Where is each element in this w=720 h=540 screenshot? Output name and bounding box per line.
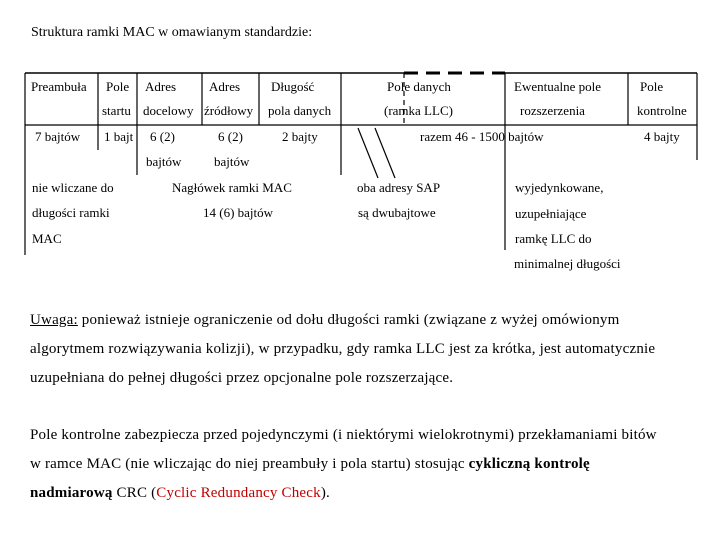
field-rozszerzenie-line2: rozszerzenia xyxy=(520,103,585,118)
paragraph-pole-kontrolne-line3 xyxy=(30,486,330,501)
pk-bold-term-2: nadmiarową xyxy=(30,485,113,501)
size-zrodlowy-line1: 6 (2) xyxy=(218,129,243,144)
sap-pointer-line-1 xyxy=(358,128,378,178)
uwaga-text-line1: ponieważ istnieje ograniczenie od dołu długości ramki (związane z wyżej omówionym xyxy=(77,312,620,328)
field-pole-startu-line2: startu xyxy=(102,103,131,118)
note-nie-wliczane-line1: nie wliczane do xyxy=(32,180,114,195)
field-rozszerzenie-line1: Ewentualne pole xyxy=(514,79,601,94)
size-docelowy-line1: 6 (2) xyxy=(150,129,175,144)
note-wyjedynkowane-line3: ramkę LLC do xyxy=(515,231,592,246)
paragraph-pole-kontrolne-line1: Pole kontrolne zabezpiecza przed pojedynczymi (i niektórymi wielokrotnymi) przekłamaniami bitów xyxy=(30,427,657,443)
note-nie-wliczane-line2: długości ramki xyxy=(32,205,110,220)
size-dane: razem 46 - 1500 bajtów xyxy=(420,129,544,144)
note-naglowek-line1: Nagłówek ramki MAC xyxy=(172,180,292,195)
field-dlugosc-line1: Długość xyxy=(271,79,315,94)
size-preambula: 7 bajtów xyxy=(35,129,81,144)
field-preambula: Preambuła xyxy=(31,79,87,94)
pk-crc-text: CRC ( xyxy=(112,485,157,501)
field-adres-zrodlowy-line2: źródłowy xyxy=(204,103,254,118)
note-nie-wliczane-line3: MAC xyxy=(32,231,62,246)
size-dlugosc: 2 bajty xyxy=(282,129,318,144)
page-title: Struktura ramki MAC w omawianym standardzie: xyxy=(31,25,313,40)
paragraph-pole-kontrolne-line2 xyxy=(30,457,590,472)
paragraph-uwaga-line3: uzupełniana do pełnej długości przez opcjonalne pole rozszerzające. xyxy=(30,370,454,386)
note-sap-line2: są dwubajtowe xyxy=(358,205,436,220)
note-wyjedynkowane-line2: uzupełniające xyxy=(515,206,587,221)
size-docelowy-line2: bajtów xyxy=(146,154,182,169)
field-kontrolne-line2: kontrolne xyxy=(637,103,687,118)
field-pole-danych-line1: Pole danych xyxy=(387,79,451,94)
pk-crc-expansion: Cyclic Redundancy Check xyxy=(156,485,321,501)
note-wyjedynkowane-line1: wyjedynkowane, xyxy=(515,180,604,195)
size-kontrolne: 4 bajty xyxy=(644,129,680,144)
field-adres-docelowy-line2: docelowy xyxy=(143,103,194,118)
field-dlugosc-line2: pola danych xyxy=(268,103,332,118)
note-sap-line1: oba adresy SAP xyxy=(357,180,441,195)
sap-pointer-line-2 xyxy=(375,128,395,178)
size-zrodlowy-line2: bajtów xyxy=(214,154,250,169)
field-pole-startu-line1: Pole xyxy=(106,79,130,94)
field-kontrolne-line1: Pole xyxy=(640,79,664,94)
paragraph-uwaga-line2: algorytmem rozwiązywania kolizji), w przypadku, gdy ramka LLC jest za krótka, jest automatycznie xyxy=(30,341,656,357)
field-pole-danych-line2: (ramka LLC) xyxy=(384,103,453,118)
field-adres-zrodlowy-line1: Adres xyxy=(209,79,241,94)
pk-crc-close: ). xyxy=(320,485,331,501)
field-adres-docelowy-line1: Adres xyxy=(145,79,177,94)
note-naglowek-line2: 14 (6) bajtów xyxy=(203,205,274,220)
size-startu: 1 bajt xyxy=(104,129,134,144)
pk-text-line2: w ramce MAC (nie wliczając do niej preambuły i pola startu) stosując xyxy=(30,456,469,472)
uwaga-label: Uwaga: xyxy=(30,312,78,328)
pk-bold-term-1: cykliczną kontrolę xyxy=(468,456,590,472)
note-wyjedynkowane-line4: minimalnej długości xyxy=(514,256,621,271)
paragraph-uwaga-line1 xyxy=(30,313,620,328)
